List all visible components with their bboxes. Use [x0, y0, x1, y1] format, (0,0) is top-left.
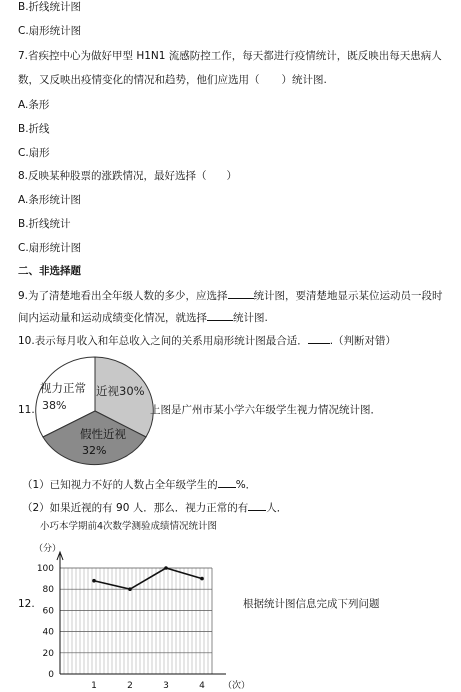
q7-option-b: B.折线 — [18, 123, 50, 135]
score-line-chart — [30, 538, 251, 692]
q7-option-c: C.扇形 — [18, 147, 50, 159]
q8-option-b: B.折线统计 — [18, 218, 71, 230]
q10-tail: .（判断对错） — [329, 335, 397, 347]
pie-label-myopia: 近视30% — [96, 384, 145, 398]
q11-sub1 — [22, 476, 256, 492]
y-tick-label: 20 — [42, 648, 54, 659]
q12-number: 12. — [18, 598, 35, 610]
q11-sub2 — [22, 499, 287, 515]
q6-option-b: B.折线统计图 — [18, 1, 82, 13]
q11-sub1-b: %． — [235, 479, 257, 491]
q9-line1-a: 9.为了清楚地看出全年级人数的多少，应选择 — [18, 290, 228, 302]
q12-side-text: 根据统计图信息完成下列问题 — [243, 598, 380, 610]
y-tick-label: 80 — [42, 585, 54, 596]
q11-sub1-a: （1）已知视力不好的人数占全年级学生的 — [22, 479, 218, 491]
y-tick-label: 100 — [36, 564, 54, 574]
y-tick-label: 60 — [42, 606, 54, 617]
q10-stem-text: 10.表示每月收入和年总收入之间的关系用扇形统计图最合适． — [18, 335, 308, 347]
x-tick-label: 2 — [127, 681, 133, 691]
chart-grid — [60, 568, 212, 674]
q8-option-c: C.扇形统计图 — [18, 242, 82, 254]
x-tick-label: 3 — [163, 681, 169, 691]
pie-pct-pseudo: 32% — [82, 444, 107, 457]
vision-pie-chart — [30, 355, 160, 467]
x-tick-label: 4 — [199, 681, 205, 691]
chart-axes — [57, 552, 226, 674]
q9-blank-2 — [207, 309, 233, 321]
q11-number: 11. — [18, 404, 35, 416]
pie-label-pseudo: 假性近视 — [80, 427, 126, 441]
q9-line1-b: 统计图，要清楚地显示某位运动员一段时 — [253, 290, 443, 302]
q7-option-a: A.条形 — [18, 99, 50, 111]
q7-stem-line2-b: ）统计图. — [281, 74, 327, 86]
y-tick-label: 40 — [42, 627, 54, 638]
q7-stem-line1: 7.省疾控中心为做好甲型 H1N1 流感防控工作，每天都进行疫情统计，既反映出每天患病人 — [18, 50, 442, 62]
q11-sub2-a: （2）如果近视的有 90 人．那么．视力正常的有 — [22, 502, 249, 514]
x-tick-label: 1 — [91, 681, 97, 691]
score-point — [128, 587, 132, 591]
chart-title: 小巧本学期前4次数学测验成绩情况统计图 — [40, 521, 218, 532]
q8-stem-a: 8.反映某种股票的涨跌情况，最好选择（ — [18, 170, 207, 182]
q7-stem-line2-a: 数，又反映出疫情变化的情况和趋势，他们应选用（ — [18, 74, 260, 86]
q10-blank — [308, 332, 330, 344]
q8-stem-b: ） — [226, 170, 238, 182]
q11-sub1-blank — [218, 476, 236, 488]
score-point — [92, 579, 96, 583]
y-axis-label: （分） — [34, 544, 62, 554]
q8-stem — [18, 169, 237, 183]
q9-line1 — [18, 287, 443, 303]
q9-line2-b: 统计图. — [233, 312, 268, 324]
q10-stem — [18, 332, 396, 348]
chart-x-ticks — [91, 681, 205, 691]
section-title: 二、非选择题 — [18, 265, 81, 277]
pie-label-normal: 视力正常 — [40, 381, 86, 395]
pie-pct-normal: 38% — [42, 399, 67, 412]
q9-line2-a: 间内运动量和运动成绩变化情况，就选择 — [18, 312, 207, 324]
q11-sub2-blank — [248, 499, 266, 511]
q8-option-a: A.条形统计图 — [18, 194, 81, 206]
x-axis-label: （次） — [223, 681, 251, 691]
q11-sub2-b: 人． — [266, 502, 288, 514]
q9-line2 — [18, 309, 268, 325]
score-point — [164, 566, 168, 570]
q6-option-c: C.扇形统计图 — [18, 25, 82, 37]
chart-y-ticks — [37, 564, 54, 680]
y-tick-label: 0 — [48, 670, 54, 680]
q9-blank-1 — [228, 287, 254, 299]
q11-description: 上图是广州市某小学六年级学生视力情况统计图． — [150, 404, 381, 416]
q7-stem-line2 — [18, 73, 327, 87]
score-point — [200, 577, 204, 581]
